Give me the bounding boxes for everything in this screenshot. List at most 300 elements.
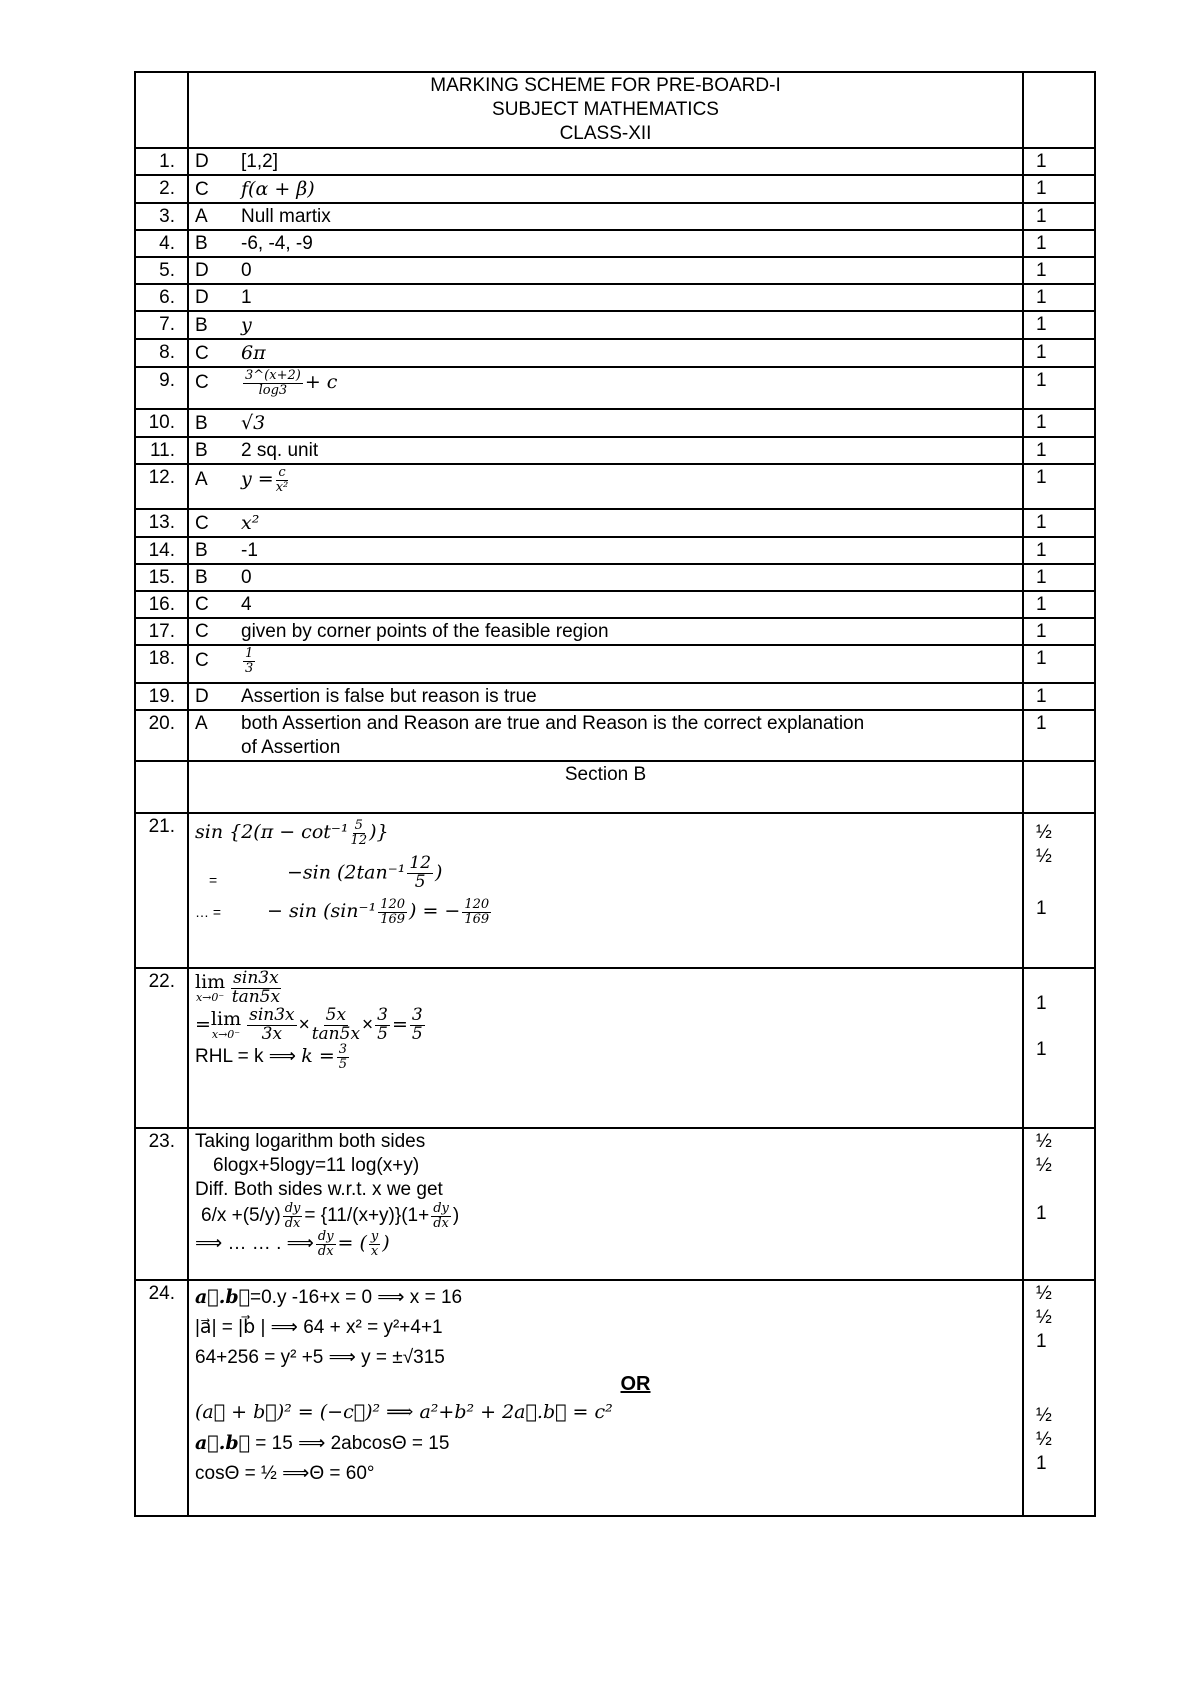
answer-text xyxy=(241,260,252,281)
denominator: 5 xyxy=(411,1023,423,1044)
numerator: sin3x xyxy=(249,1004,295,1025)
limit-word: lim xyxy=(210,1008,242,1031)
numerator: sin3x xyxy=(233,968,279,988)
question-number xyxy=(135,175,188,203)
question-number-text: 18. xyxy=(148,648,175,669)
limit xyxy=(211,1010,241,1040)
marks-value: ½ xyxy=(1036,1155,1052,1176)
numerator: 3 xyxy=(411,1004,423,1025)
answer-tail: + c xyxy=(304,371,338,394)
step-1 xyxy=(195,970,1016,1007)
answer-text xyxy=(241,343,266,364)
denominator: 169 xyxy=(380,911,406,927)
marks-value: ½ xyxy=(1036,1283,1052,1304)
answer-text xyxy=(241,567,252,588)
answer-cell xyxy=(188,284,1023,311)
marks-value: 1 xyxy=(1036,151,1047,172)
answer-value: both Assertion and Reason are true and Reason is the correct explanation xyxy=(241,713,865,734)
answer-cell xyxy=(188,367,1023,409)
step-text: (a⃗ + b⃗)² = (−c⃗)² ⟹ a²+b² + 2a⃗.b⃗ = c² xyxy=(195,1401,613,1423)
fraction xyxy=(378,898,407,926)
answer-row xyxy=(135,537,1095,564)
step-4 xyxy=(195,1397,1016,1428)
step-2 xyxy=(195,1004,1016,1044)
denominator: x² xyxy=(275,479,289,495)
marks-cell xyxy=(1023,367,1095,409)
marks-value: ½ xyxy=(1036,1307,1052,1328)
option-letter: B xyxy=(195,540,208,561)
step-1 xyxy=(195,1282,1016,1313)
step-text: = {11/(x+y)}(1+ xyxy=(304,1205,430,1227)
answer-row-21 xyxy=(135,813,1095,968)
step-text: Diff. Both sides w.r.t. x we get xyxy=(195,1179,443,1200)
answer-value: 0 xyxy=(241,567,252,588)
answer-row xyxy=(135,464,1095,509)
question-number xyxy=(135,409,188,437)
marks-cell xyxy=(1023,175,1095,203)
answer-row xyxy=(135,311,1095,339)
answer-row xyxy=(135,591,1095,618)
marks-value: 1 xyxy=(1036,287,1047,308)
option-letter: A xyxy=(195,206,208,227)
option-letter: C xyxy=(195,179,209,200)
answer-text xyxy=(241,413,265,434)
denominator: 5 xyxy=(338,1057,348,1073)
option-letter: C xyxy=(195,343,209,364)
marks-value: 1 xyxy=(1036,567,1047,588)
question-number-text: 2. xyxy=(159,178,175,199)
step-3 xyxy=(195,1178,1016,1202)
answer-value: 2 sq. unit xyxy=(241,440,319,461)
ellipsis-lead: … = xyxy=(195,904,222,921)
marks-cell xyxy=(1023,710,1095,761)
marks-value: ½ xyxy=(1036,1131,1052,1152)
expr: ) xyxy=(435,861,443,884)
step-text: 6/x +(5/y) xyxy=(201,1205,281,1227)
question-number xyxy=(135,148,188,175)
step-text: = 15 ⟹ 2abcosΘ = 15 xyxy=(255,1433,450,1454)
answer-value: -1 xyxy=(241,540,258,561)
answer-row-22 xyxy=(135,968,1095,1128)
denominator: 3x xyxy=(261,1023,283,1044)
question-number-text: 8. xyxy=(159,342,175,363)
question-number-text: 7. xyxy=(159,314,175,335)
question-number xyxy=(135,1128,188,1280)
marks-value: 1 xyxy=(1036,1453,1047,1474)
answer-cell xyxy=(188,968,1023,1128)
marks-value: 1 xyxy=(1036,898,1047,919)
question-number xyxy=(135,618,188,645)
step-5 xyxy=(195,1428,1016,1459)
fraction xyxy=(351,819,368,847)
marks-value: 1 xyxy=(1036,1039,1047,1060)
question-number-text: 21. xyxy=(148,816,175,837)
question-number xyxy=(135,339,188,367)
answer-text xyxy=(241,440,318,461)
answer-value: 4 xyxy=(241,594,252,615)
question-number-text: 9. xyxy=(159,370,175,391)
question-number xyxy=(135,257,188,284)
marks-cell xyxy=(1023,564,1095,591)
marks-value: 1 xyxy=(1036,440,1047,461)
marks-cell xyxy=(1023,1128,1095,1280)
question-number xyxy=(135,464,188,509)
marks-cell xyxy=(1023,683,1095,710)
marks-value: 1 xyxy=(1036,412,1047,433)
marks-value: 1 xyxy=(1036,540,1047,561)
question-number-text: 1. xyxy=(159,151,175,172)
answer-text xyxy=(241,540,258,561)
option-letter: B xyxy=(195,567,208,588)
answer-row xyxy=(135,645,1095,683)
answer-value: f(α + β) xyxy=(241,178,315,200)
answer-text xyxy=(241,513,259,534)
question-number-text: 19. xyxy=(148,686,175,707)
option-letter: C xyxy=(195,650,209,672)
denominator: log3 xyxy=(258,382,288,398)
numerator: 5 xyxy=(354,818,363,833)
marks-cell xyxy=(1023,509,1095,537)
question-number xyxy=(135,367,188,409)
option-letter: A xyxy=(195,713,208,734)
step-text: ) xyxy=(382,1232,390,1255)
answer-row xyxy=(135,148,1095,175)
numerator: dy xyxy=(433,1201,449,1216)
numerator: 3 xyxy=(338,1042,348,1058)
marks-cell xyxy=(1023,230,1095,257)
question-number xyxy=(135,564,188,591)
answer-value: y xyxy=(241,314,252,336)
limit xyxy=(195,973,225,1003)
fraction xyxy=(243,369,303,397)
marks-cell xyxy=(1023,968,1095,1128)
expr: ) = − xyxy=(409,900,461,923)
marks-value: 1 xyxy=(1036,342,1047,363)
marks-cell xyxy=(1023,203,1095,230)
question-number xyxy=(135,537,188,564)
marks-value: 1 xyxy=(1036,993,1047,1014)
marks-value: 1 xyxy=(1036,621,1047,642)
vector-expr: a⃗.b⃗ xyxy=(195,1432,251,1454)
option-letter: B xyxy=(195,315,208,336)
question-number-text: 24. xyxy=(148,1283,175,1304)
marks-value: 1 xyxy=(1036,467,1047,488)
question-number xyxy=(135,591,188,618)
marks-value: ½ xyxy=(1036,1429,1052,1450)
marks-cell xyxy=(1023,284,1095,311)
step-text: cosΘ = ½ ⟹Θ = 60° xyxy=(195,1463,375,1484)
option-letter: C xyxy=(195,621,209,642)
answer-cell xyxy=(188,683,1023,710)
fraction xyxy=(410,1004,425,1044)
answer-cell xyxy=(188,645,1023,683)
fraction xyxy=(375,1004,390,1044)
marks-value: 1 xyxy=(1036,178,1047,199)
option-letter: D xyxy=(195,260,209,281)
answer-cell xyxy=(188,710,1023,761)
answer-cell xyxy=(188,437,1023,464)
answer-cell xyxy=(188,148,1023,175)
denominator: dx xyxy=(317,1243,334,1259)
step-3 xyxy=(195,898,1016,926)
numerator: 5x xyxy=(325,1004,347,1025)
step-text: = ( xyxy=(337,1232,367,1255)
marks-value: 1 xyxy=(1036,713,1047,734)
answer-row xyxy=(135,257,1095,284)
answer-cell xyxy=(188,257,1023,284)
question-number-text: 17. xyxy=(148,621,175,642)
answer-row xyxy=(135,409,1095,437)
fraction xyxy=(283,1202,303,1230)
denominator: dx xyxy=(433,1215,449,1231)
question-number-text: 11. xyxy=(149,440,175,461)
marks-cell xyxy=(1023,148,1095,175)
denominator: 5 xyxy=(414,872,426,893)
header-line3: CLASS-XII xyxy=(559,123,652,144)
equals-sign: = xyxy=(195,1013,211,1036)
question-number xyxy=(135,203,188,230)
header-title xyxy=(188,72,1023,148)
option-letter: D xyxy=(195,686,209,707)
denominator: 5 xyxy=(377,1023,388,1044)
answer-text-line2: of Assertion xyxy=(241,737,341,758)
fraction xyxy=(247,1004,297,1044)
step-2 xyxy=(195,855,1016,892)
question-number-text: 12. xyxy=(148,467,175,488)
answer-value: -6, -4, -9 xyxy=(241,233,313,254)
answer-row xyxy=(135,618,1095,645)
vector-expr: a⃗.b⃗ xyxy=(195,1286,251,1308)
times: × xyxy=(298,1014,310,1036)
question-number-text: 10. xyxy=(148,412,175,433)
numerator: 3^(x+2) xyxy=(245,368,301,383)
answer-text xyxy=(241,646,257,676)
answer-cell xyxy=(188,537,1023,564)
step-text: =0.y -16+x = 0 ⟹ x = 16 xyxy=(250,1287,463,1308)
limit-subscript: x→0⁻ xyxy=(195,991,225,1005)
marks-cell xyxy=(1023,437,1095,464)
question-number xyxy=(135,230,188,257)
marks-value: 1 xyxy=(1036,594,1047,615)
answer-text xyxy=(241,179,315,200)
question-number-text: 23. xyxy=(148,1131,175,1152)
question-number xyxy=(135,437,188,464)
marks-value: ½ xyxy=(1036,846,1052,867)
answer-cell xyxy=(188,509,1023,537)
denominator: tan5x xyxy=(231,986,281,1007)
question-number xyxy=(135,1280,188,1516)
or-line xyxy=(195,1373,1016,1397)
expr: )} xyxy=(369,821,389,844)
answer-cell xyxy=(188,1280,1023,1516)
answer-cell xyxy=(188,618,1023,645)
answer-text xyxy=(241,315,252,336)
answer-text xyxy=(241,368,338,398)
question-number xyxy=(135,311,188,339)
option-letter: C xyxy=(195,513,209,534)
step-5 xyxy=(195,1230,1016,1258)
option-letter: B xyxy=(195,413,208,434)
section-b-row xyxy=(135,761,1095,813)
answer-text xyxy=(241,151,278,172)
question-number-text: 4. xyxy=(159,233,175,254)
denominator: tan5x xyxy=(311,1023,361,1044)
section-b-cell xyxy=(188,761,1023,813)
question-number-text: 13. xyxy=(148,512,175,533)
marks-cell xyxy=(1023,645,1095,683)
times: × xyxy=(362,1014,374,1036)
answer-head: y = xyxy=(241,468,274,491)
marks-cell xyxy=(1023,339,1095,367)
option-letter: B xyxy=(195,440,208,461)
question-number xyxy=(135,645,188,683)
marks-cell xyxy=(1023,257,1095,284)
answer-row xyxy=(135,437,1095,464)
step-3 xyxy=(195,1043,1016,1071)
option-letter: D xyxy=(195,287,209,308)
numerator: 120 xyxy=(380,896,406,912)
equals-sign: = xyxy=(209,871,218,888)
answer-value: 0 xyxy=(241,260,252,281)
numerator: y xyxy=(370,1229,379,1245)
step-4 xyxy=(195,1202,1016,1230)
answer-cell xyxy=(188,175,1023,203)
answer-row xyxy=(135,284,1095,311)
fraction xyxy=(316,1230,336,1258)
k-expr: k = xyxy=(301,1045,335,1068)
answer-row xyxy=(135,339,1095,367)
marks-cell xyxy=(1023,591,1095,618)
answer-cell xyxy=(188,409,1023,437)
expr: sin {2(π − cot⁻¹ xyxy=(195,821,349,844)
answer-cell xyxy=(188,203,1023,230)
marks-cell xyxy=(1023,618,1095,645)
answer-value: Assertion is false but reason is true xyxy=(241,686,537,707)
answer-text xyxy=(241,594,252,615)
denominator: 12 xyxy=(350,832,368,848)
answer-text xyxy=(241,206,331,227)
answer-cell xyxy=(188,813,1023,968)
answer-row xyxy=(135,564,1095,591)
question-number xyxy=(135,509,188,537)
question-number-text: 14. xyxy=(148,540,175,561)
marks-cell xyxy=(1023,537,1095,564)
fraction xyxy=(462,898,491,926)
numerator: 3 xyxy=(377,1004,388,1025)
marks-cell xyxy=(1023,813,1095,968)
option-letter: D xyxy=(195,151,209,172)
marks-cell xyxy=(1023,464,1095,509)
answer-value: [1,2] xyxy=(241,151,278,172)
marks-value: 1 xyxy=(1036,314,1047,335)
step-text: ⟹ … … . ⟹ xyxy=(195,1233,314,1255)
answer-value: x² xyxy=(241,512,260,534)
marks-value: 1 xyxy=(1036,686,1047,707)
numerator: 1 xyxy=(245,646,254,661)
marks-cell xyxy=(1023,311,1095,339)
marks-cell xyxy=(1023,1280,1095,1516)
denominator: x xyxy=(370,1243,379,1259)
fraction xyxy=(311,1004,361,1044)
option-letter: C xyxy=(195,594,209,615)
step-text: Taking logarithm both sides xyxy=(195,1131,426,1152)
question-number-text: 3. xyxy=(159,206,175,227)
limit-word: lim xyxy=(195,971,226,994)
fraction xyxy=(276,466,289,494)
section-heading: Section B xyxy=(564,764,647,785)
denominator: dx xyxy=(284,1215,301,1231)
header-row xyxy=(135,72,1095,148)
marks-value: 1 xyxy=(1036,370,1047,391)
answer-cell xyxy=(188,1128,1023,1280)
marking-scheme-table xyxy=(134,71,1096,1517)
step-text: 6logx+5logy=11 log(x+y) xyxy=(213,1155,420,1176)
numerator: 12 xyxy=(409,853,432,874)
step-text: 64+256 = y² +5 ⟹ y = ±√315 xyxy=(195,1347,445,1368)
answer-cell xyxy=(188,564,1023,591)
marks-cell xyxy=(1023,409,1095,437)
fraction xyxy=(243,647,255,675)
step-text: ) xyxy=(452,1205,460,1227)
header-line1: MARKING SCHEME FOR PRE-BOARD-I xyxy=(430,75,781,96)
answer-row xyxy=(135,683,1095,710)
numerator: dy xyxy=(284,1201,301,1216)
question-number xyxy=(135,284,188,311)
answer-value: 6π xyxy=(241,342,266,364)
marks-value: 1 xyxy=(1036,206,1047,227)
numerator: dy xyxy=(317,1229,334,1245)
option-letter: A xyxy=(195,469,208,491)
answer-row xyxy=(135,203,1095,230)
marks-value: 1 xyxy=(1036,260,1047,281)
question-number-text: 6. xyxy=(159,287,175,308)
step-text: |a⃗| = |b⃗ | xyxy=(195,1317,266,1338)
answer-value: 1 xyxy=(241,287,252,308)
numerator: 120 xyxy=(464,896,490,912)
answer-cell xyxy=(188,339,1023,367)
fraction xyxy=(431,1202,451,1230)
answer-cell xyxy=(188,591,1023,618)
denominator: 3 xyxy=(245,660,254,676)
answer-text xyxy=(241,713,864,734)
numerator: c xyxy=(278,465,286,480)
answer-cell xyxy=(188,230,1023,257)
option-letter: B xyxy=(195,233,208,254)
rhl-text: RHL = k ⟹ xyxy=(195,1046,296,1068)
answer-value: √3 xyxy=(241,412,266,434)
answer-row-24 xyxy=(135,1280,1095,1516)
header-line2: SUBJECT MATHEMATICS xyxy=(492,99,719,120)
answer-value: given by corner points of the feasible region xyxy=(241,621,609,642)
marks-value: 1 xyxy=(1036,1203,1047,1224)
question-number xyxy=(135,813,188,968)
question-number-text: 15. xyxy=(148,567,175,588)
step-3 xyxy=(195,1343,1016,1373)
answer-row xyxy=(135,175,1095,203)
answer-text xyxy=(241,621,609,642)
marks-value: ½ xyxy=(1036,822,1052,843)
step-1 xyxy=(195,1130,1016,1154)
marks-value: 1 xyxy=(1036,233,1047,254)
step-6 xyxy=(195,1459,1016,1489)
question-number-text: 20. xyxy=(148,713,175,734)
expr: −sin (2tan⁻¹ xyxy=(287,861,406,884)
answer-row xyxy=(135,230,1095,257)
step-2 xyxy=(195,1313,1016,1343)
question-number-text: 16. xyxy=(148,594,175,615)
denominator: 169 xyxy=(464,911,490,927)
fraction xyxy=(407,855,433,892)
